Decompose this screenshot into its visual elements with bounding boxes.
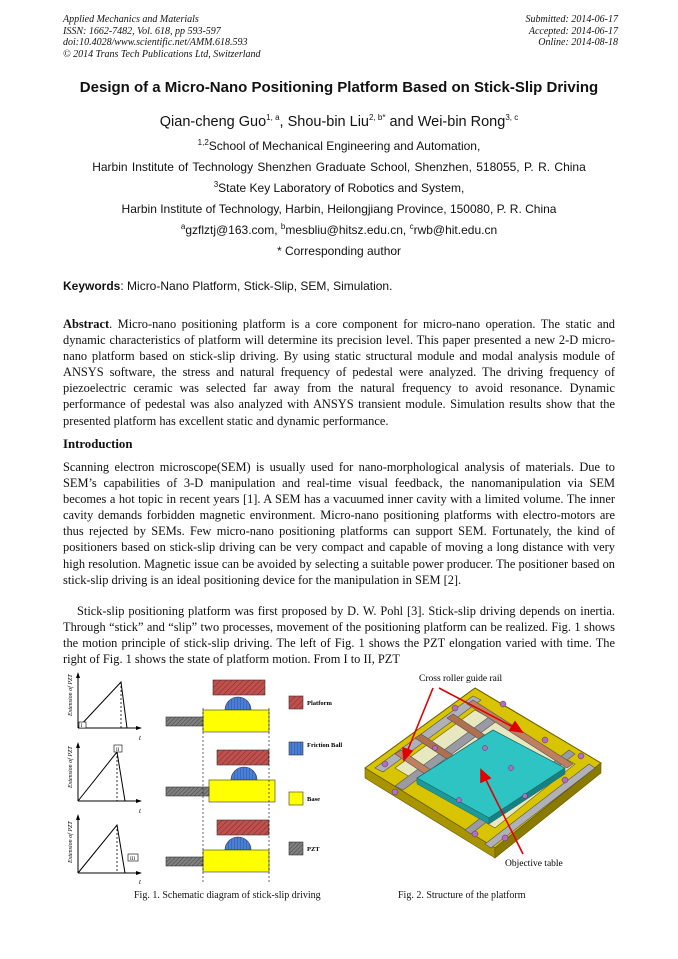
section-heading: Introduction bbox=[63, 437, 133, 451]
figure-1-caption: Fig. 1. Schematic diagram of stick-slip driving bbox=[134, 890, 321, 901]
pzt-extension-plot-1 bbox=[76, 672, 142, 730]
journal-name: Applied Mechanics and Materials bbox=[63, 14, 199, 25]
keywords-text: : Micro-Nano Platform, Stick-Slip, SEM, Simulation. bbox=[120, 279, 393, 293]
online-date: Online: 2014-08-18 bbox=[538, 37, 618, 48]
submitted-date: Submitted: 2014-06-17 bbox=[525, 14, 618, 25]
author-sup: 1, a bbox=[266, 113, 280, 123]
author-name: Qian-cheng Guo bbox=[159, 114, 267, 130]
stick-slip-stage-1 bbox=[166, 680, 269, 732]
stage-label: II bbox=[116, 748, 120, 753]
legend-friction-ball: Friction Ball bbox=[307, 742, 343, 749]
paper-title: Design of a Micro-Nano Positioning Platform Based on Stick-Slip Driving bbox=[79, 79, 599, 96]
email: gzflztj@163.com, bbox=[185, 223, 281, 237]
affiliation-1-line2: Harbin Institute of Technology Shenzhen Graduate School, Shenzhen, 518055, P. R. China bbox=[92, 160, 586, 174]
author-sup: 3, c bbox=[505, 113, 519, 123]
x-axis-label: t bbox=[139, 807, 141, 815]
dates-info bbox=[526, 14, 619, 49]
fig1-legend bbox=[289, 696, 342, 855]
issn-line: ISSN: 1662-7482, Vol. 618, pp 593-597 bbox=[63, 25, 221, 37]
abstract bbox=[63, 316, 615, 429]
aff-sup: 1,2 bbox=[197, 138, 209, 147]
abstract-text: . Micro-nano positioning platform is a core component for micro-nano operation. The static and dynamic characteristics of platform will determine its precision level. This paper presented a new 2-D micro-nano platform based on stick-slip driving. By using static structural module and modal analysis module of ANSYS software, the stress and natural frequency of pedestal were analyzed. The driving frequency of piezoelectric ceramic was selected far away from the natural frequency to avoid resonance. Dynamic performance of pedestal was also analyzed with ANSYS transient module. Simulation results show that the presented platform has excellent static and dynamic performance. bbox=[63, 317, 615, 428]
keywords bbox=[63, 279, 392, 293]
email-sup: a bbox=[180, 222, 186, 231]
x-axis-label: t bbox=[139, 878, 141, 886]
aff-text: School of Mechanical Engineering and Automation, bbox=[208, 139, 481, 153]
pzt-extension-plot-3 bbox=[76, 814, 142, 875]
aff-text: State Key Laboratory of Robotics and System, bbox=[218, 181, 465, 195]
label-objective-table: Objective table bbox=[505, 859, 563, 869]
y-axis-label: Extension of PZT bbox=[68, 821, 74, 863]
abstract-label: Abstract bbox=[63, 317, 110, 331]
label-cross-roller-rail: Cross roller guide rail bbox=[419, 674, 503, 684]
affiliation-1 bbox=[0, 139, 678, 153]
author-separator: and bbox=[385, 114, 418, 130]
stage-label: III bbox=[130, 857, 135, 862]
corresponding-note: * Corresponding author bbox=[276, 244, 402, 258]
aff-sup: 3 bbox=[213, 180, 219, 189]
y-axis-label: Extension of PZT bbox=[68, 746, 74, 788]
stage-label: I bbox=[80, 724, 83, 729]
author-name: Shou-bin Liu bbox=[287, 114, 369, 130]
intro-paragraph-1: Scanning electron microscope(SEM) is usually used for nano-morphological analysis of materials. Due to SEM’s capabilities of 3-D manipulation and real-time visual feedback, the nanomanipulation via SEM becomes a hot topic in recent years [1]. A SEM has a vacuumed inner cavity with a limited volume. The inner cavity demands forbidden magnetic environment. Micro-nano positioning platforms with electro-motors are thus rejected by SEMs. Few micro-nano positioning platforms can support SEM. Fortunately, the kind of positioners based on stick-slip driving can be very compact and capable of moving a long distance with very high resolution. Magnetic issue can be avoided by selecting a suitable power producer. The positioner based on stick-slip driving is an ideal positioning device for the manipulation in SEM [2]. bbox=[63, 460, 615, 587]
author-list bbox=[0, 114, 678, 130]
figure-2-caption: Fig. 2. Structure of the platform bbox=[398, 890, 526, 901]
email: rwb@hit.edu.cn bbox=[413, 223, 498, 237]
accepted-date: Accepted: 2014-06-17 bbox=[528, 25, 618, 37]
affiliation-3-line2: Harbin Institute of Technology, Harbin, Heilongjiang Province, 150080, P. R. China bbox=[121, 202, 557, 216]
legend-platform: Platform bbox=[307, 700, 332, 707]
figure-1 bbox=[63, 668, 348, 893]
figure-2 bbox=[355, 668, 611, 893]
email-list bbox=[0, 223, 678, 237]
author-sup: 2, b* bbox=[369, 113, 386, 123]
journal-info bbox=[63, 14, 261, 60]
affiliation-3 bbox=[0, 181, 678, 195]
copyright-line: © 2014 Trans Tech Publications Ltd, Switzerland bbox=[63, 48, 261, 60]
email-sup: c bbox=[409, 222, 414, 231]
intro-paragraph-2: Stick-slip positioning platform was first proposed by D. W. Pohl [3]. Stick-slip driving depends on inertia. Through “stick” and “slip” two processes, movement of the positioning platform can be realized. Fig. 1 shows the motion principle of stick-slip driving. The left of Fig. 1 shows the PZT elongation varied with time. The right of Fig. 1 shows the state of platform motion. From I to II, PZT bbox=[63, 604, 615, 667]
pzt-extension-plot-2 bbox=[76, 742, 142, 803]
email: mesbliu@hitsz.edu.cn, bbox=[285, 223, 410, 237]
legend-pzt: PZT bbox=[307, 846, 320, 853]
y-axis-label: Extension of PZT bbox=[68, 674, 74, 716]
email-sup: b bbox=[280, 222, 286, 231]
keywords-label: Keywords bbox=[63, 279, 121, 293]
stick-slip-stage-3 bbox=[166, 820, 269, 872]
x-axis-label: t bbox=[139, 734, 141, 742]
doi-line: doi:10.4028/www.scientific.net/AMM.618.593 bbox=[63, 37, 248, 48]
stick-slip-stage-2 bbox=[166, 750, 275, 802]
author-separator: , bbox=[279, 114, 288, 130]
legend-base: Base bbox=[307, 796, 320, 803]
author-name: Wei-bin Rong bbox=[417, 114, 506, 130]
